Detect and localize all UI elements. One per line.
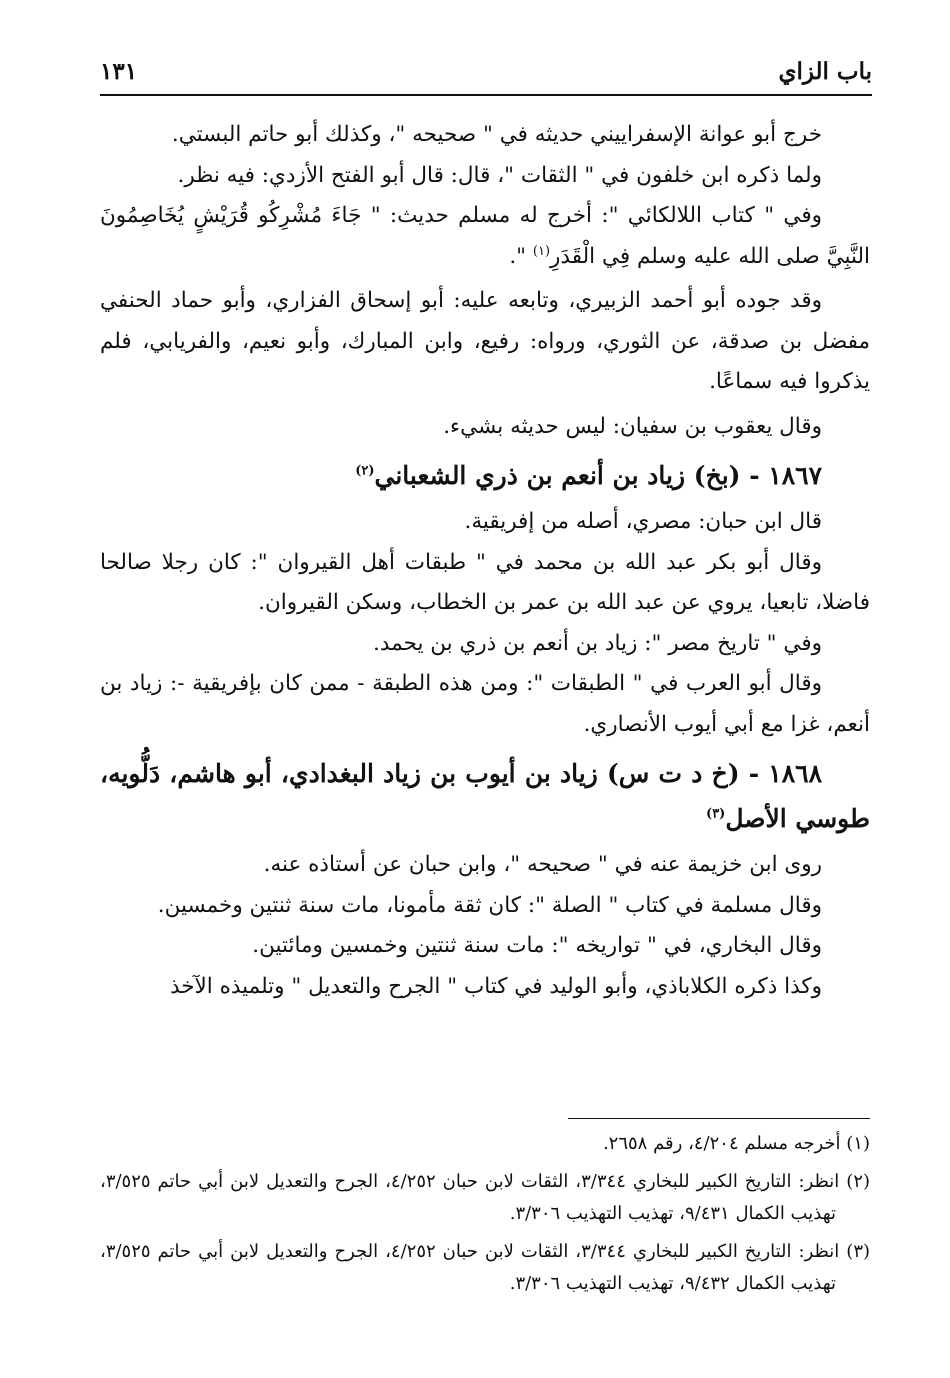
- footnote-ref-3[interactable]: (٣): [706, 806, 726, 822]
- paragraph-3-text: وفي " كتاب اللالكائي ": أخرج له مسلم حديث: " جَاءَ مُشْرِكُو قُرَيْشٍ يُخَاصِمُونَ النَّبِيَّ صلى الله عليه وسلم فِي الْقَدَرِ: [100, 203, 870, 269]
- page-number: ١٣١: [100, 58, 138, 85]
- footnote-1: (١) أخرجه مسلم ٤/٢٠٤، رقم ٢٦٥٨.: [602, 1133, 870, 1154]
- paragraph-10: روى ابن خزيمة عنه في " صحيحه "، وابن حبان عن أستاذه عنه.: [263, 852, 822, 877]
- paragraph-13: وكذا ذكره الكلاباذي، وأبو الوليد في كتاب " الجرح والتعديل " وتلميذه الآخذ: [169, 973, 822, 999]
- entry-1867-heading: [100, 453, 870, 498]
- paragraph-2: ولما ذكره ابن خلفون في " الثقات "، قال: قال أبو الفتح الأزدي: فيه نظر.: [177, 162, 822, 188]
- entry-1868-title: ١٨٦٨ - (خ د ت س) زياد بن أيوب بن زياد البغدادي، أبو هاشم، دَلُّويه، طوسي الأصل: [100, 759, 870, 833]
- paragraph-6: قال ابن حبان: مصري، أصله من إفريقية.: [464, 509, 822, 534]
- footnotes: [100, 1128, 870, 1306]
- footnote-2: (٢) انظر: التاريخ الكبير للبخاري ٣/٣٤٤، الثقات لابن حبان ٤/٢٥٢، الجرح والتعديل لابن أبي حاتم ٣/٥٢٥، تهذيب الكمال ٩/٤٣١، تهذيب التهذيب ٣/٣٠٦.: [100, 1171, 871, 1224]
- paragraph-8: وفي " تاريخ مصر ": زياد بن أنعم بن ذري بن يحمد.: [373, 630, 822, 656]
- paragraph-11: وقال مسلمة في كتاب " الصلة ": كان ثقة مأمونا، مات سنة ثنتين وخمسين.: [157, 892, 822, 918]
- main-text: [100, 115, 870, 1007]
- paragraph-12: وقال البخاري، في " تواريخه ": مات سنة ثنتين وخمسين ومائتين.: [252, 933, 822, 958]
- entry-1868-heading: [100, 751, 870, 841]
- paragraph-1: خرج أبو عوانة الإسفراييني حديثه في " صحيحه "، وكذلك أبو حاتم البستي.: [171, 122, 822, 147]
- paragraph-4: وقد جوده أبو أحمد الزبيري، وتابعه عليه: أبو إسحاق الفزاري، وأبو حماد الحنفي مفضل بن صدقة، عن الثوري، ورواه: رفيع، وابن المبارك، وأبو نعيم، والفريابي، فلم يذكروا فيه سماعًا.: [100, 288, 870, 394]
- paragraph-3-end: ".: [509, 243, 533, 269]
- paragraph-3: [100, 196, 870, 277]
- page-header: [100, 56, 872, 96]
- chapter-title: باب الزاي: [778, 58, 872, 85]
- footnote-3: (٣) انظر: التاريخ الكبير للبخاري ٣/٣٤٤، الثقات لابن حبان ٤/٢٥٢، الجرح والتعديل لابن أبي حاتم ٣/٥٢٥، تهذيب الكمال ٩/٤٣٢، تهذيب التهذيب ٣/٣٠٦.: [100, 1241, 871, 1294]
- footnote-ref-2[interactable]: (٢): [355, 463, 375, 479]
- footnote-ref-1[interactable]: (١): [532, 243, 551, 259]
- entry-1867-title: ١٨٦٧ - (بخ) زياد بن أنعم بن ذري الشعباني: [374, 461, 822, 490]
- footnote-divider: [568, 1118, 870, 1119]
- paragraph-7: وقال أبو بكر عبد الله بن محمد في " طبقات أهل القيروان ": كان رجلا صالحا فاضلا، تابعيا، يروي عن عبد الله بن عمر بن الخطاب، وسكن القيروان.: [100, 549, 870, 615]
- paragraph-5: وقال يعقوب بن سفيان: ليس حديثه بشيء.: [443, 413, 822, 439]
- paragraph-9: وقال أبو العرب في " الطبقات ": ومن هذه الطبقة - ممن كان بإفريقية -: زياد بن أنعم، غزا مع أبي أيوب الأنصاري.: [100, 671, 870, 737]
